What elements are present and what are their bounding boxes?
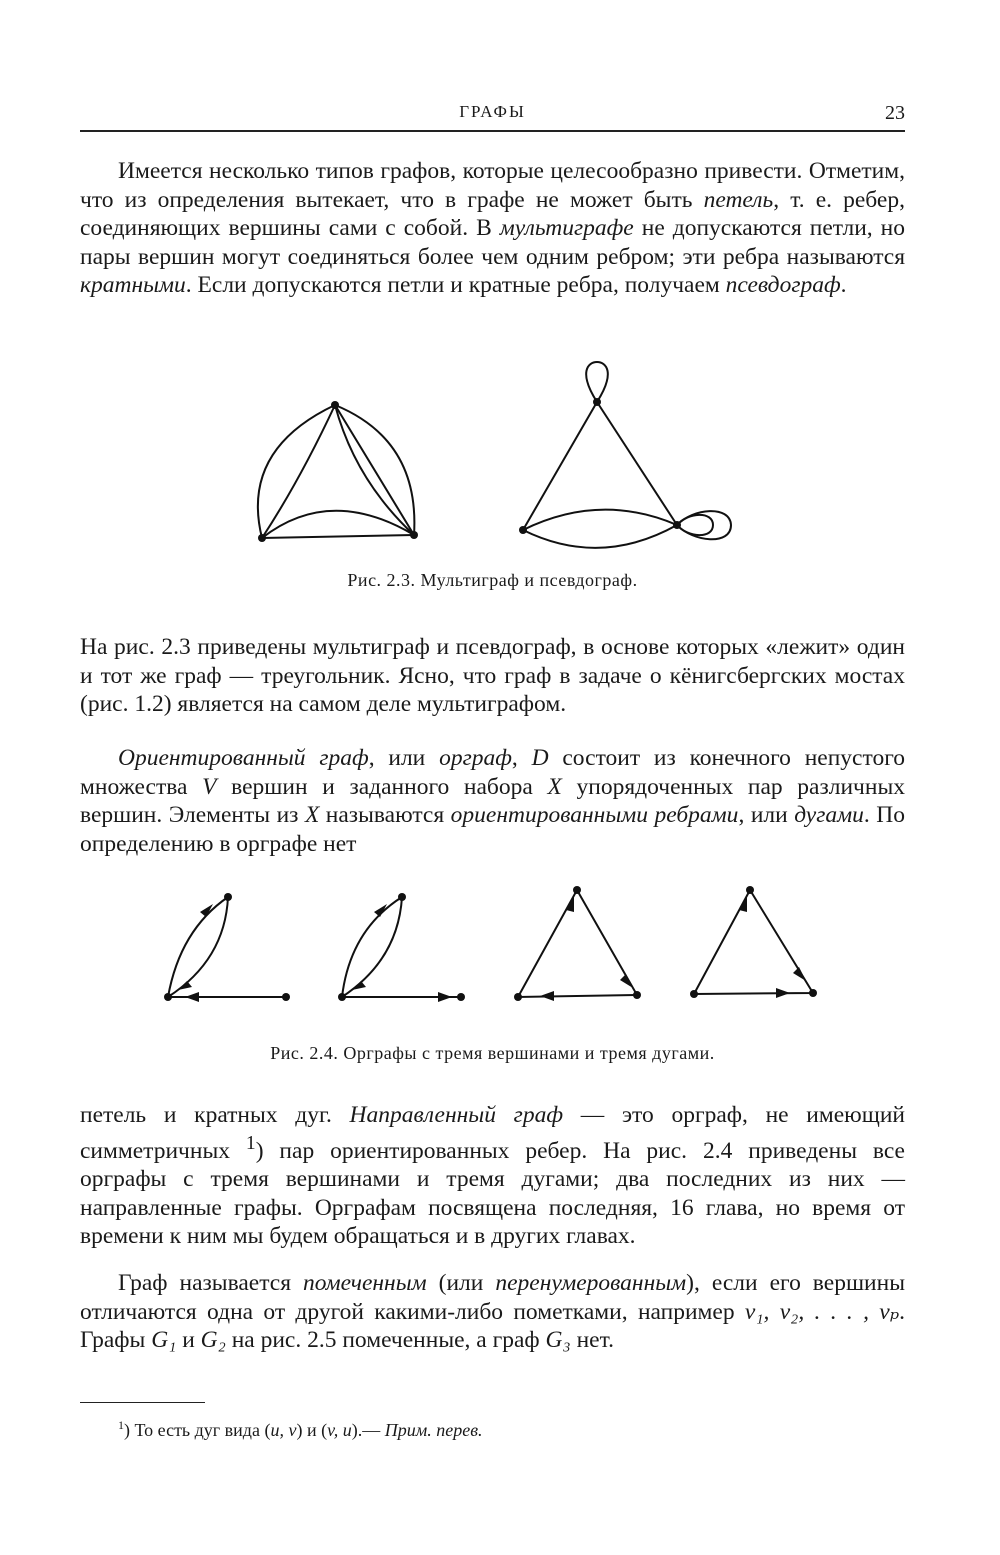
multigraph-edge-bottom	[262, 535, 414, 538]
digraph-4-vertex-top	[746, 886, 754, 894]
digraph-3	[514, 886, 641, 1001]
digraph-3-vertex-left	[514, 993, 522, 1001]
digraph-1-arc-left	[168, 897, 228, 997]
digraph-2-vertex-right	[457, 993, 465, 1001]
digraph-4-triangle	[694, 890, 813, 994]
digraph-2-arrowhead-right	[438, 992, 452, 1002]
pseudograph-loop-top	[586, 362, 608, 402]
multigraph-edge-bottom-arc	[262, 511, 414, 538]
digraph-1-arrowhead-left	[185, 992, 199, 1002]
pseudograph-diagram	[519, 362, 731, 548]
multigraph-diagram	[258, 401, 418, 542]
digraph-3-vertex-top	[573, 886, 581, 894]
digraph-4-arrowhead-down	[793, 967, 806, 981]
paragraph-labeled-graph: Граф называется помеченным (или перенумерованным), если его вершины отличаются одна от другой какими-либо пометками, например v₁, v₂, . . . , vₚ. Графы G₁ и G₂ на рис. 2.5 помеченные, а граф G₃ нет.	[80, 1270, 905, 1354]
paragraph-graph-types: Имеется несколько типов графов, которые целесообразно привести. Отметим, что из определения вытекает, что в графе не может быть петель, т. е. ребер, соединяющих вершины сами с собой. В мультиграфе не допускаются петли, но пары вершин могут соединяться более чем одним ребром; эти ребра называются кратными. Если допускаются петли и кратные ребра, получаем псевдограф.	[80, 158, 905, 299]
figure-2-4	[150, 880, 830, 1015]
pseudograph-vertex-top	[593, 398, 601, 406]
digraph-4-vertex-right	[809, 989, 817, 997]
paragraph-directed-graph: петель и кратных дуг. Направленный граф — это орграф, не имеющий симметричных $^1$) пар ориентированных ребер. На рис. 2.4 приведены все орграфы с тремя вершинами и тремя дугами; два последних из них — направленные графы. Орграфам посвящена последняя, 16 глава, но время от времени к ним мы будем обращаться и в других главах.	[80, 1102, 905, 1250]
multigraph-edge-straight-right	[335, 405, 414, 535]
digraph-1-vertex-right	[282, 993, 290, 1001]
digraph-1	[164, 893, 290, 1002]
multigraph-vertex-left	[258, 534, 266, 542]
digraph-1-vertex-left	[164, 993, 172, 1001]
pseudograph-edge-right	[597, 402, 677, 525]
digraph-1-arc-right	[168, 897, 228, 997]
digraph-4	[690, 886, 817, 998]
digraph-3-vertex-right	[633, 991, 641, 999]
digraph-1-vertex-top	[224, 893, 232, 901]
running-title: ГРАФЫ	[459, 102, 526, 121]
running-header	[80, 98, 905, 132]
footnote: $^1$) То есть дуг вида (u, v) и (v, u).— Прим. перев.	[118, 1418, 483, 1440]
footnote-mark: 1	[118, 1418, 124, 1432]
figure-2-4-caption: Рис. 2.4. Орграфы с тремя вершинами и тремя дугами.	[270, 1043, 715, 1063]
digraph-2-arc-left	[342, 897, 402, 997]
digraph-2-arrowhead-down	[352, 981, 366, 990]
digraph-3-arrowhead-up	[566, 896, 574, 912]
digraph-4-arrowhead-right	[776, 988, 790, 998]
digraph-2	[338, 893, 465, 1002]
digraph-2-vertex-top	[398, 893, 406, 901]
paragraph-digraph-definition: Ориентированный граф, или орграф, D состоит из конечного непустого множества V вершин и заданного набора X упорядоченных пар различных вершин. Элементы из X называются ориентированными ребрами, или дугами. По определению в орграфе нет	[80, 745, 905, 857]
figure-2-3	[240, 360, 760, 560]
page-number: 23	[885, 102, 905, 124]
pseudograph-vertex-right	[673, 521, 681, 529]
digraph-4-vertex-left	[690, 990, 698, 998]
paragraph-multigraph-note: На рис. 2.3 приведены мультиграф и псевдограф, в основе которых «лежит» один и тот же граф — треугольник. Ясно, что граф в задаче о кёнигсбергских мостах (рис. 1.2) является на самом деле мультиграфом.	[80, 634, 905, 718]
footnote-reference: 1	[245, 1132, 256, 1154]
digraph-3-triangle	[518, 890, 637, 997]
digraph-2-arc-right	[342, 897, 402, 997]
header-rule	[80, 130, 905, 132]
multigraph-vertex-top	[331, 401, 339, 409]
multigraph-vertex-right	[410, 531, 418, 539]
digraph-4-arrowhead-up	[739, 896, 747, 912]
pseudograph-loop-inner	[677, 515, 713, 535]
figure-2-3-caption: Рис. 2.3. Мультиграф и псевдограф.	[347, 570, 638, 590]
pseudograph-vertex-left	[519, 526, 527, 534]
pseudograph-edge-bottom-upper	[523, 510, 677, 530]
footnote-rule	[80, 1402, 205, 1403]
digraph-2-vertex-left	[338, 993, 346, 1001]
pseudograph-edge-bottom-lower	[523, 525, 677, 548]
digraph-3-arrowhead-left	[540, 991, 554, 1001]
digraph-3-arrowhead-down	[620, 974, 633, 988]
digraph-1-arrowhead-down	[178, 981, 192, 990]
